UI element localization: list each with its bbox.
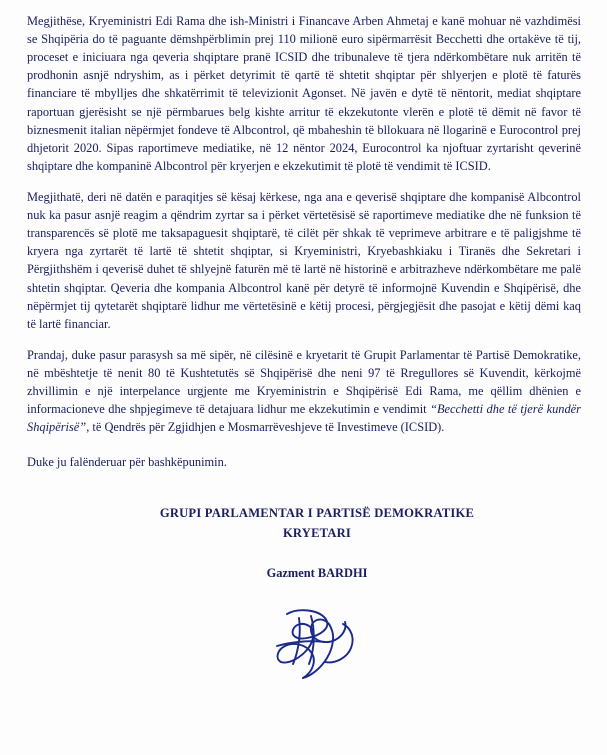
signature-name: Gazment BARDHI [266,566,368,581]
signature-block [27,504,581,697]
document-body [27,12,581,696]
signature-title-line: KRYETARI [282,525,352,540]
request-text-after: , të Qendrës për Zgjidhjen e Mosmarrëveshjeve të Investimeve (ICSID). [86,420,445,435]
paragraph-2: Megjithatë, deri në datën e paraqitjes së kësaj kërkese, nga ana e qeverisë shqiptare dhe kompanisë Albcontrol nuk ka pasur asnjë reagim a qëndrim zyrtar sa i përket vërtetësisë së raportimeve mediatike dhe në funksion të transparencës së plotë me taksapaguesit shqiptarë, të cilët për shkak të veprimeve arbitrare e të paligjshme të kryera nga zyrtarët të lartë të shtetit shqiptar, si Kryeministri, Kryebashkiaku i Tiranës dhe Sekretari i Përgjithshëm i qeverisë duhet të shlyejnë faturën më të lartë në historinë e arbitrazheve ndërkombëtare me palë shtetin shqiptar. Qeveria dhe kompania Albcontrol kanë për detyrë të informojnë Kuvendin e Shqipërisë, dhe nëpërmjet tij qytetarët shqiptarë lidhur me vërtetësinë e këtij procesi, përgjegjësit dhe pasojat e këtij dëmi kaq të lartë financiar. [27,189,581,331]
handwritten-signature [53,606,581,696]
closing-line: Duke ju falënderuar për bashkëpunimin. [27,455,227,470]
request-text-before: Prandaj, duke pasur parasysh sa më sipër, në cilësinë e kryetarit të Grupit Parlamentar të Partisë Demokratike, në mbështetje të nenit 80 të Kushtetutës së Shqipërisë dhe neni 97 të Rregullores së Kuvendit, kërkojmë zhvillimin e një interpelance urgjente me Kryeministrin e Shqipërisë Edi Rama, me qëllim dhënien e informacioneve dhe shpjegimeve të detajuara lidhur me ekzekutimin e vendimit [27,347,581,417]
paragraph-request [27,346,581,437]
paragraph-1: Megjithëse, Kryeministri Edi Rama dhe ish-Ministri i Financave Arben Ahmetaj e kanë mohuar në vazhdimësi se Shqipëria do të paguante dëmshpërblimin prej 110 milionë euro sipërmarrësit Becchetti dhe ortakëve të tij, proceset e iniciuara nga qeveria shqiptare pranë ICSID dhe tribunaleve të tjera ndërkombëtare nuk arritën të prodhonin asnjë ndryshim, as i përket detyrimit të qartë të shtetit shqiptar për shlyerjen e plotë të faturës financiare të mbylljes dhe shkatërrimit të televizionit Agonset. Në javën e dytë të nëntorit, mediat shqiptare raportuan gjerësisht se një përmbarues belg kishte arritur të ekzekutonte vlerën e plotë të dëmit në favor të biznesmenit italian nëpërmjet fondeve të Albcontrol, që mbaheshin të bllokuara në llogarinë e Eurocontrol prej dhjetorit 2020. Sipas raportimeve mediatike, në 12 nëntor 2024, Eurocontrol ka njoftuar zyrtarisht qeverinë shqiptare dhe kompaninë Albcontrol për kryerjen e ekzekutimit të plotë të vendimit të ICSID. [27,14,581,173]
signature-group-line: GRUPI PARLAMENTAR I PARTISË DEMOKRATIKE [159,505,475,520]
request-case-name: “Becchetti dhe të tjerë kundër Shqipërisë” [27,402,581,435]
